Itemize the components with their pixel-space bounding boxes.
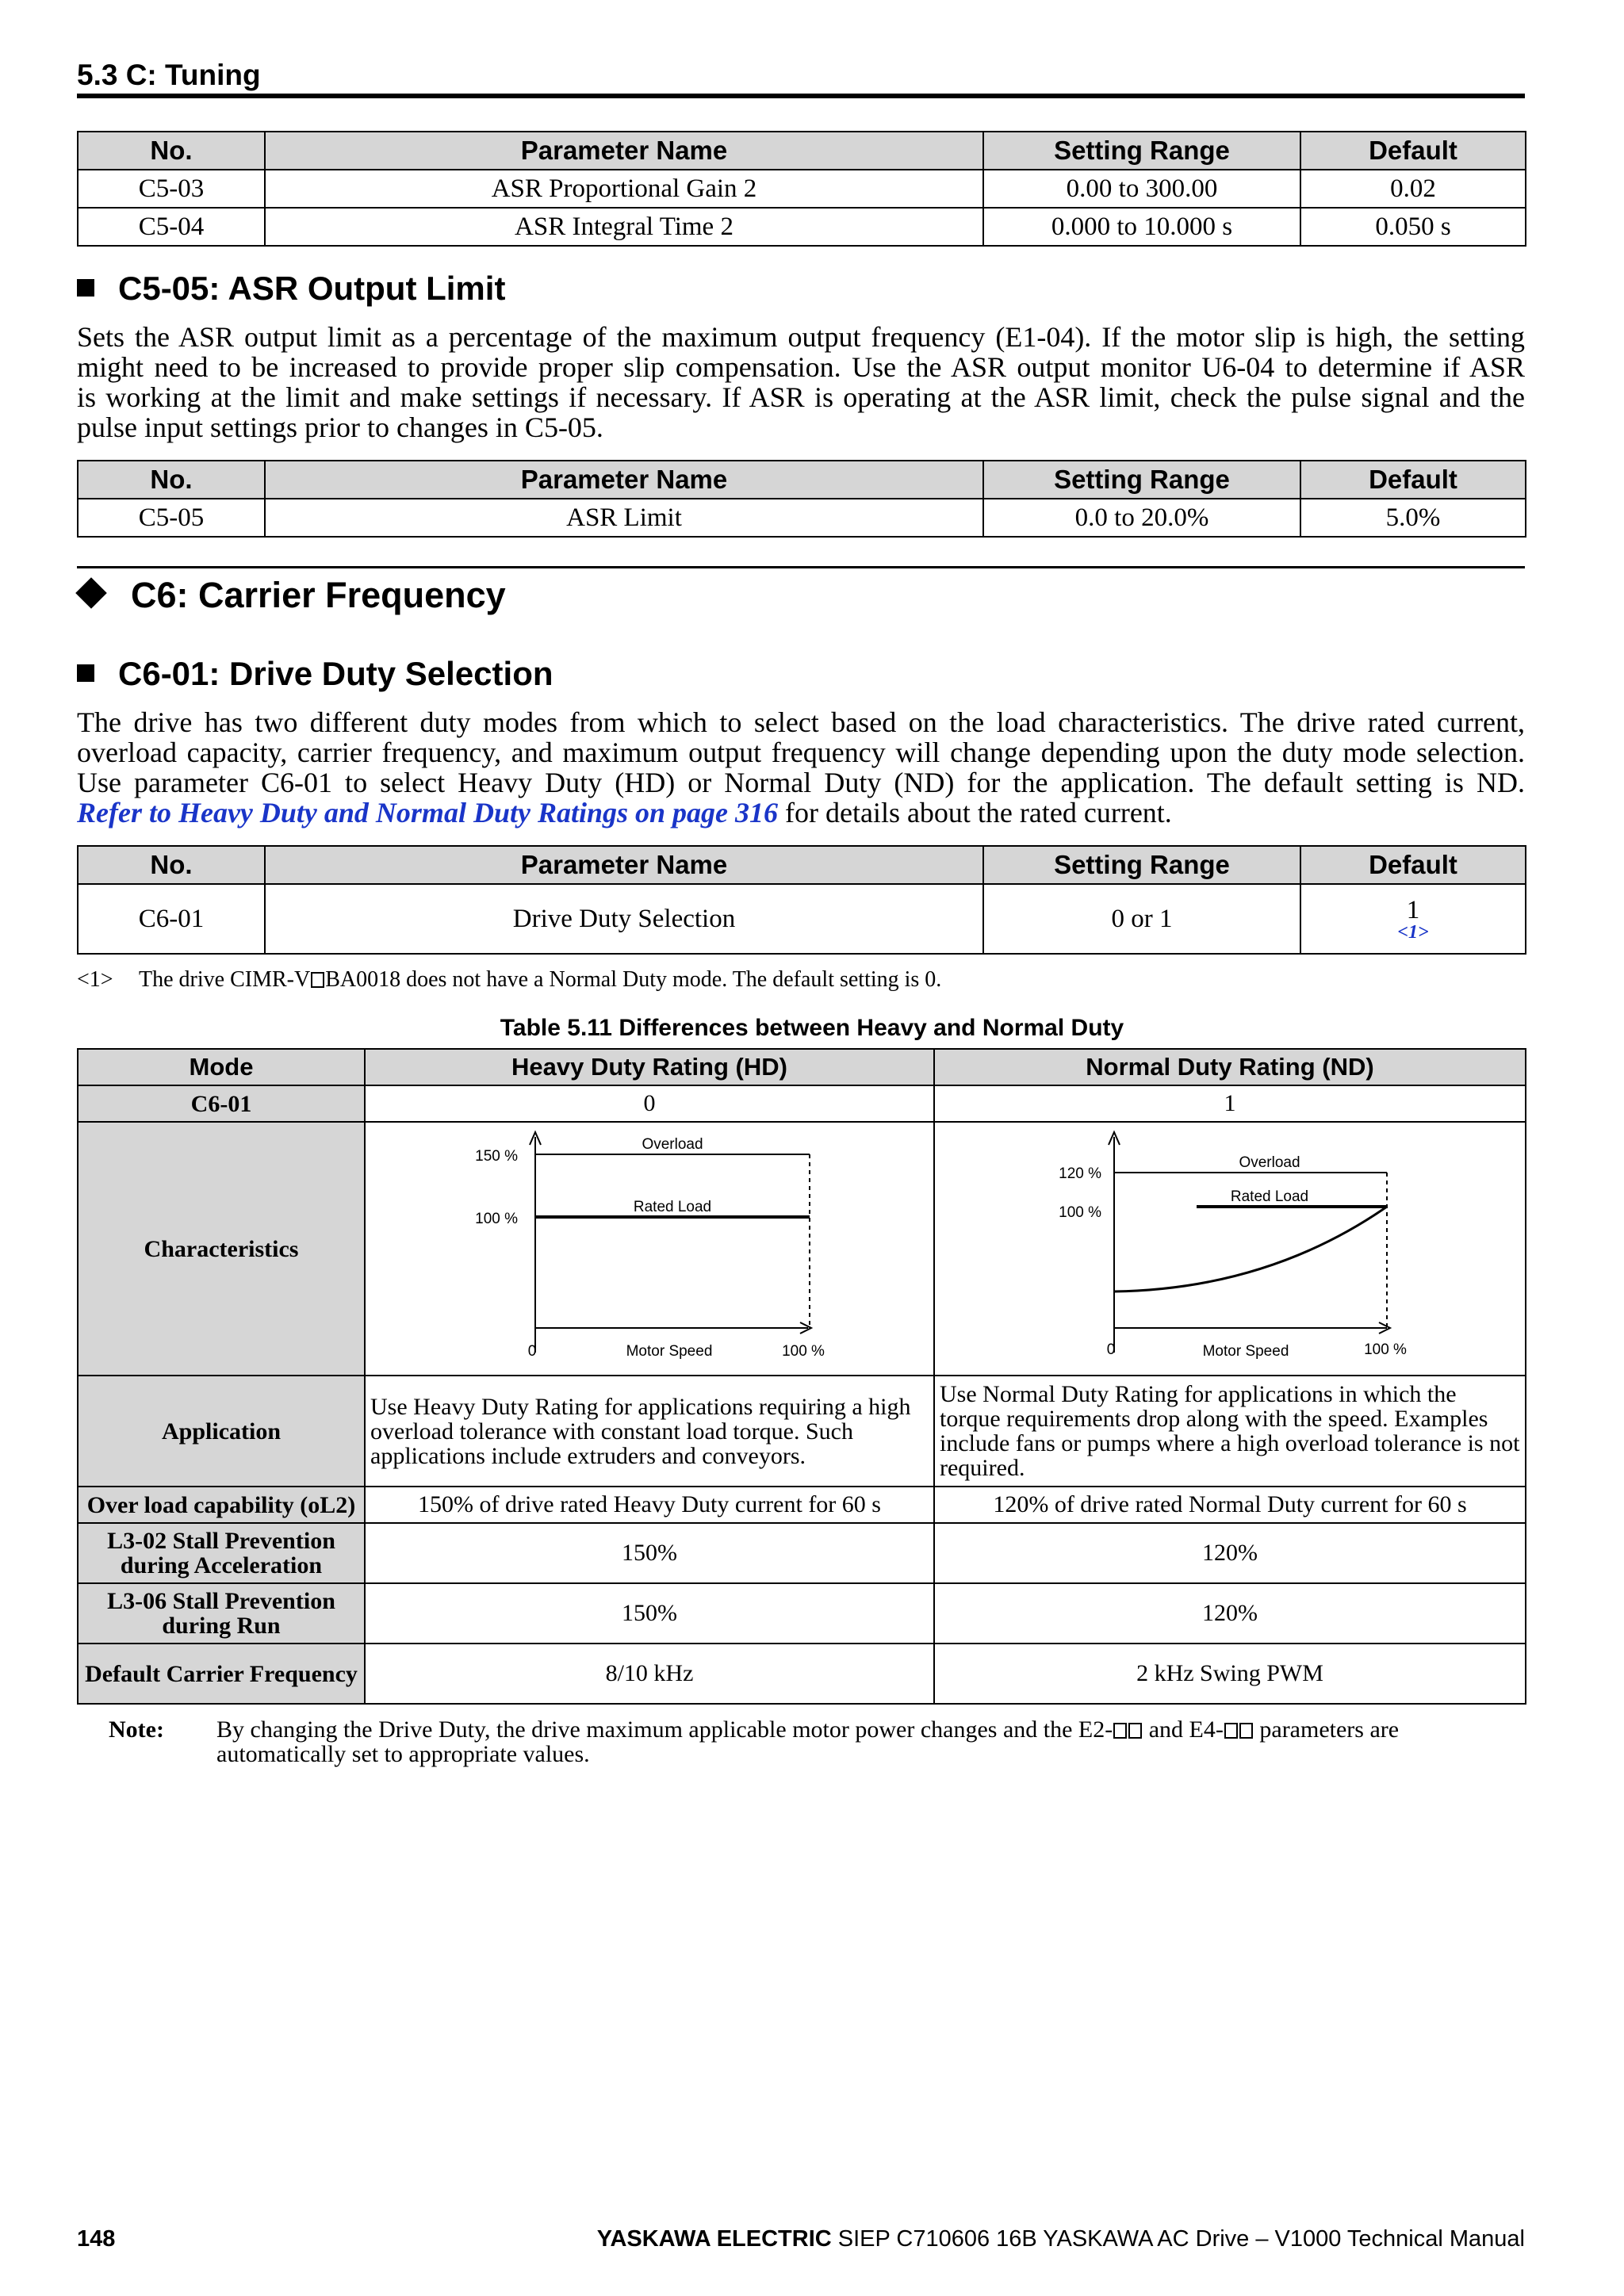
cell-default: 5.0% bbox=[1300, 499, 1526, 537]
table-row bbox=[78, 1376, 1526, 1487]
footnote bbox=[77, 967, 941, 993]
hd-characteristics-chart bbox=[366, 1123, 935, 1368]
cell-hd-carrier: 8/10 kHz bbox=[365, 1644, 934, 1704]
nd-chart-cell bbox=[934, 1122, 1526, 1376]
cell-name: ASR Integral Time 2 bbox=[265, 208, 983, 246]
header-rule bbox=[77, 94, 1525, 98]
note-text: By changing the Drive Duty, the drive maximum applicable motor power changes and the E2- bbox=[216, 1716, 1113, 1743]
footer-doc-info bbox=[597, 2226, 1525, 2252]
paragraph-line: might need to be increased to provide proper slip compensation. Use the ASR output monitor U6-04 to determine if ASR bbox=[77, 351, 1525, 383]
table-row bbox=[78, 208, 1526, 246]
col-header-range: Setting Range bbox=[983, 132, 1300, 170]
cell-nd-overload: 120% of drive rated Normal Duty current for 60 s bbox=[934, 1487, 1526, 1523]
cell-range: 0 or 1 bbox=[983, 884, 1300, 954]
section-divider bbox=[77, 566, 1525, 568]
page-number: 148 bbox=[77, 2226, 116, 2252]
col-header-no: No. bbox=[78, 461, 265, 499]
cell-range: 0.0 to 20.0% bbox=[983, 499, 1300, 537]
nd-y-tick-120: 120 % bbox=[1059, 1165, 1101, 1182]
default-value: 1 bbox=[1406, 896, 1420, 924]
c6-heading bbox=[74, 575, 506, 616]
cell-nd-value: 1 bbox=[934, 1085, 1526, 1122]
col-header-range: Setting Range bbox=[983, 461, 1300, 499]
footnote-ref-link[interactable]: <1> bbox=[1397, 922, 1429, 943]
cell-range: 0.00 to 300.00 bbox=[983, 170, 1300, 208]
c5-05-heading bbox=[77, 270, 505, 308]
cell-name: Drive Duty Selection bbox=[265, 884, 983, 954]
hd-y-tick-150: 150 % bbox=[475, 1148, 518, 1165]
nd-rated-load-label: Rated Load bbox=[1230, 1188, 1309, 1205]
cell-name: ASR Proportional Gain 2 bbox=[265, 170, 983, 208]
cell-nd-application: Use Normal Duty Rating for applications in which the torque requirements drop along with the speed. Examples include fans or pumps where a high overload tolerance is not required. bbox=[934, 1376, 1526, 1487]
cell-no: C5-04 bbox=[78, 208, 265, 246]
placeholder-box-icon bbox=[311, 972, 324, 988]
section-title: 5.3 C: Tuning bbox=[77, 59, 261, 91]
square-bullet-icon bbox=[77, 664, 94, 682]
nd-torque-curve bbox=[1114, 1207, 1387, 1292]
placeholder-box-icon bbox=[1224, 1723, 1238, 1739]
footnote-text-after: BA0018 does not have a Normal Duty mode. The default setting is 0. bbox=[325, 967, 942, 992]
cell-no: C6-01 bbox=[78, 884, 265, 954]
col-header-default: Default bbox=[1300, 461, 1526, 499]
cell-hd-l3-06: 150% bbox=[365, 1583, 934, 1644]
row-header-application: Application bbox=[78, 1376, 365, 1487]
row-header-overload: Over load capability (oL2) bbox=[78, 1487, 365, 1523]
hd-rated-load-label: Rated Load bbox=[633, 1199, 712, 1215]
paragraph-line: pulse input settings prior to changes in C5-05. bbox=[77, 411, 603, 443]
c6-01-table bbox=[77, 845, 1526, 955]
row-header-l3-06: L3-06 Stall Prevention during Run bbox=[78, 1583, 365, 1644]
cell-no: C5-05 bbox=[78, 499, 265, 537]
cross-reference-link[interactable]: Refer to Heavy Duty and Normal Duty Ratings on page 316 bbox=[77, 797, 778, 828]
cell-hd-l3-02: 150% bbox=[365, 1523, 934, 1583]
hd-y-tick-100: 100 % bbox=[475, 1211, 518, 1227]
c5-05-heading-text: C5-05: ASR Output Limit bbox=[118, 270, 506, 307]
cell-nd-l3-02: 120% bbox=[934, 1523, 1526, 1583]
cell-hd-overload: 150% of drive rated Heavy Duty current for 60 s bbox=[365, 1487, 934, 1523]
table-row bbox=[78, 1122, 1526, 1376]
cell-default: 0.050 s bbox=[1300, 208, 1526, 246]
hd-x-tick-100: 100 % bbox=[782, 1343, 825, 1360]
c5-05-table bbox=[77, 460, 1526, 538]
c5-03-table bbox=[77, 131, 1526, 247]
col-header-name: Parameter Name bbox=[265, 132, 983, 170]
cell-hd-application: Use Heavy Duty Rating for applications requiring a high overload tolerance with constant load torque. Such applications include extruders and conveyors. bbox=[365, 1376, 934, 1487]
duty-comparison-table bbox=[77, 1048, 1526, 1705]
hd-overload-label: Overload bbox=[642, 1136, 703, 1153]
cell-default bbox=[1300, 884, 1526, 954]
footnote-mark: <1> bbox=[77, 967, 113, 992]
note-body bbox=[216, 1717, 1525, 1766]
hd-x-tick-0: 0 bbox=[527, 1343, 537, 1360]
c6-01-heading-text: C6-01: Drive Duty Selection bbox=[118, 655, 553, 692]
paragraph-line: The drive has two different duty modes from which to select based on the load characteristics. The drive rated current, bbox=[77, 706, 1525, 738]
col-header-nd: Normal Duty Rating (ND) bbox=[934, 1049, 1526, 1085]
col-header-hd: Heavy Duty Rating (HD) bbox=[365, 1049, 934, 1085]
table-row bbox=[78, 884, 1526, 954]
paragraph-line: Use parameter C6-01 to select Heavy Duty (HD) or Normal Duty (ND) for the application. The default setting is ND. bbox=[77, 767, 1525, 798]
nd-y-tick-100: 100 % bbox=[1059, 1204, 1101, 1221]
table-row bbox=[78, 499, 1526, 537]
col-header-default: Default bbox=[1300, 846, 1526, 884]
nd-characteristics-chart bbox=[935, 1123, 1526, 1368]
paragraph-line: is working at the limit and make settings if necessary. If ASR is operating at the ASR limit, check the pulse signal and the bbox=[77, 381, 1525, 413]
diamond-bullet-icon bbox=[75, 577, 107, 609]
cell-default: 0.02 bbox=[1300, 170, 1526, 208]
nd-x-axis-label: Motor Speed bbox=[1202, 1343, 1289, 1360]
cell-no: C5-03 bbox=[78, 170, 265, 208]
table-row bbox=[78, 1644, 1526, 1704]
row-header-l3-02: L3-02 Stall Prevention during Acceleration bbox=[78, 1523, 365, 1583]
footer-doc-title: SIEP C710606 16B YASKAWA AC Drive – V1000 Technical Manual bbox=[831, 2226, 1525, 2252]
cell-name: ASR Limit bbox=[265, 499, 983, 537]
cell-range: 0.000 to 10.000 s bbox=[983, 208, 1300, 246]
note-text: automatically set to appropriate values. bbox=[216, 1741, 590, 1767]
table-header-row bbox=[78, 461, 1526, 499]
note-label: Note: bbox=[109, 1716, 164, 1743]
table-row bbox=[78, 1523, 1526, 1583]
nd-overload-label: Overload bbox=[1239, 1154, 1300, 1171]
col-header-name: Parameter Name bbox=[265, 846, 983, 884]
hd-chart-cell bbox=[365, 1122, 934, 1376]
c5-05-description bbox=[77, 322, 1525, 442]
nd-x-tick-0: 0 bbox=[1106, 1341, 1116, 1358]
col-header-default: Default bbox=[1300, 132, 1526, 170]
table-header-row bbox=[78, 846, 1526, 884]
footer-brand: YASKAWA ELECTRIC bbox=[596, 2226, 832, 2252]
table-header-row bbox=[78, 132, 1526, 170]
paragraph-line: Sets the ASR output limit as a percentage of the maximum output frequency (E1-04). If the motor slip is high, the setting bbox=[77, 321, 1525, 353]
hd-x-axis-label: Motor Speed bbox=[626, 1343, 713, 1360]
placeholder-box-icon bbox=[1239, 1723, 1253, 1739]
table-row bbox=[78, 1085, 1526, 1122]
row-header-carrier: Default Carrier Frequency bbox=[78, 1644, 365, 1704]
table-header-row bbox=[78, 1049, 1526, 1085]
c6-01-description bbox=[77, 707, 1525, 828]
table-row bbox=[78, 1583, 1526, 1644]
col-header-no: No. bbox=[78, 132, 265, 170]
paragraph-line: overload capacity, carrier frequency, and maximum output frequency will change depending upon the duty mode selection. bbox=[77, 737, 1525, 768]
row-header-c6-01: C6-01 bbox=[78, 1085, 365, 1122]
placeholder-box-icon bbox=[1128, 1723, 1142, 1739]
c6-heading-text: C6: Carrier Frequency bbox=[131, 575, 506, 615]
table-row bbox=[78, 170, 1526, 208]
col-header-range: Setting Range bbox=[983, 846, 1300, 884]
footnote-text-before: The drive CIMR-V bbox=[139, 967, 311, 992]
table-caption: Table 5.11 Differences between Heavy and Normal Duty bbox=[500, 1015, 1124, 1041]
paragraph-line bbox=[77, 798, 1525, 828]
note-text: parameters are bbox=[1253, 1716, 1400, 1743]
c6-01-heading bbox=[77, 655, 553, 693]
cell-hd-value: 0 bbox=[365, 1085, 934, 1122]
col-header-no: No. bbox=[78, 846, 265, 884]
square-bullet-icon bbox=[77, 279, 94, 297]
placeholder-box-icon bbox=[1113, 1723, 1127, 1739]
note-text: and E4- bbox=[1143, 1716, 1224, 1743]
nd-x-tick-100: 100 % bbox=[1364, 1341, 1407, 1358]
row-header-characteristics: Characteristics bbox=[78, 1122, 365, 1376]
link-tail-text: for details about the rated current. bbox=[778, 797, 1172, 828]
table-row bbox=[78, 1487, 1526, 1523]
cell-nd-carrier: 2 kHz Swing PWM bbox=[934, 1644, 1526, 1704]
col-header-name: Parameter Name bbox=[265, 461, 983, 499]
col-header-mode: Mode bbox=[78, 1049, 365, 1085]
cell-nd-l3-06: 120% bbox=[934, 1583, 1526, 1644]
